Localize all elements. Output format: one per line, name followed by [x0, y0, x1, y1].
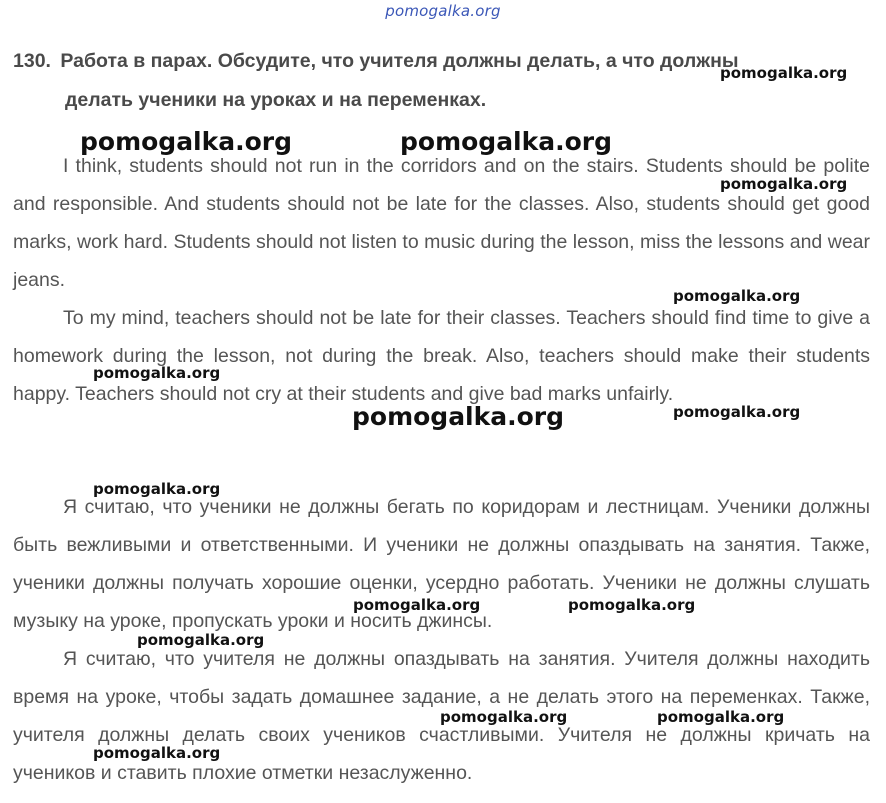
watermark: pomogalka.org — [137, 631, 265, 649]
exercise-title-line2: делать ученики на уроках и на переменках. — [65, 89, 487, 111]
watermark: pomogalka.org — [720, 175, 848, 193]
watermark: pomogalka.org — [568, 596, 696, 614]
watermark: pomogalka.org — [93, 744, 221, 762]
watermark: pomogalka.org — [80, 127, 293, 156]
paragraph-students-ru: Я считаю, что ученики не должны бегать по коридорам и лестницам. Ученики должны быть вежливыми и ответственными. И ученики не должны опаздывать на занятия. Также, ученики должны получать хорошие оценки, усердно работать. Ученики не должны слушать музыку на уроке, пропускать уроки и носить джинсы. — [13, 496, 870, 632]
paragraph-teachers-ru: Я считаю, что учителя не должны опаздывать на занятия. Учителя должны находить время на уроке, чтобы задать домашнее задание, а не делать этого на переменках. Также, учителя должны делать своих учеников счастливыми. Учителя не должны кричать на учеников и ставить плохие отметки незаслуженно. — [13, 648, 870, 784]
watermark: pomogalka.org — [657, 708, 785, 726]
watermark: pomogalka.org — [400, 127, 613, 156]
watermark: pomogalka.org — [440, 708, 568, 726]
paragraph-teachers-en: To my mind, teachers should not be late for their classes. Teachers should find time to give a homework during the lesson, not during the break. Also, teachers should make their students happy. Teachers should not cry at their students and give bad marks unfairly. — [13, 307, 870, 405]
watermark: pomogalka.org — [93, 480, 221, 498]
watermark: pomogalka.org — [720, 64, 848, 82]
site-header-link[interactable]: pomogalka.org — [385, 2, 501, 20]
watermark: pomogalka.org — [353, 596, 481, 614]
watermark: pomogalka.org — [352, 402, 565, 431]
paragraph-students-en: I think, students should not run in the corridors and on the stairs. Students should be polite and responsible. And students should not be late for the classes. Also, students should get good marks, work hard. Students should not listen to music during the lesson, miss the lessons and wear jeans. — [13, 155, 870, 291]
exercise-title-line1: Работа в парах. Обсудите, что учителя должны делать, а что должны — [60, 50, 739, 72]
watermark: pomogalka.org — [673, 287, 801, 305]
watermark: pomogalka.org — [673, 403, 801, 421]
exercise-number: 130. — [13, 50, 51, 72]
watermark: pomogalka.org — [93, 364, 221, 382]
